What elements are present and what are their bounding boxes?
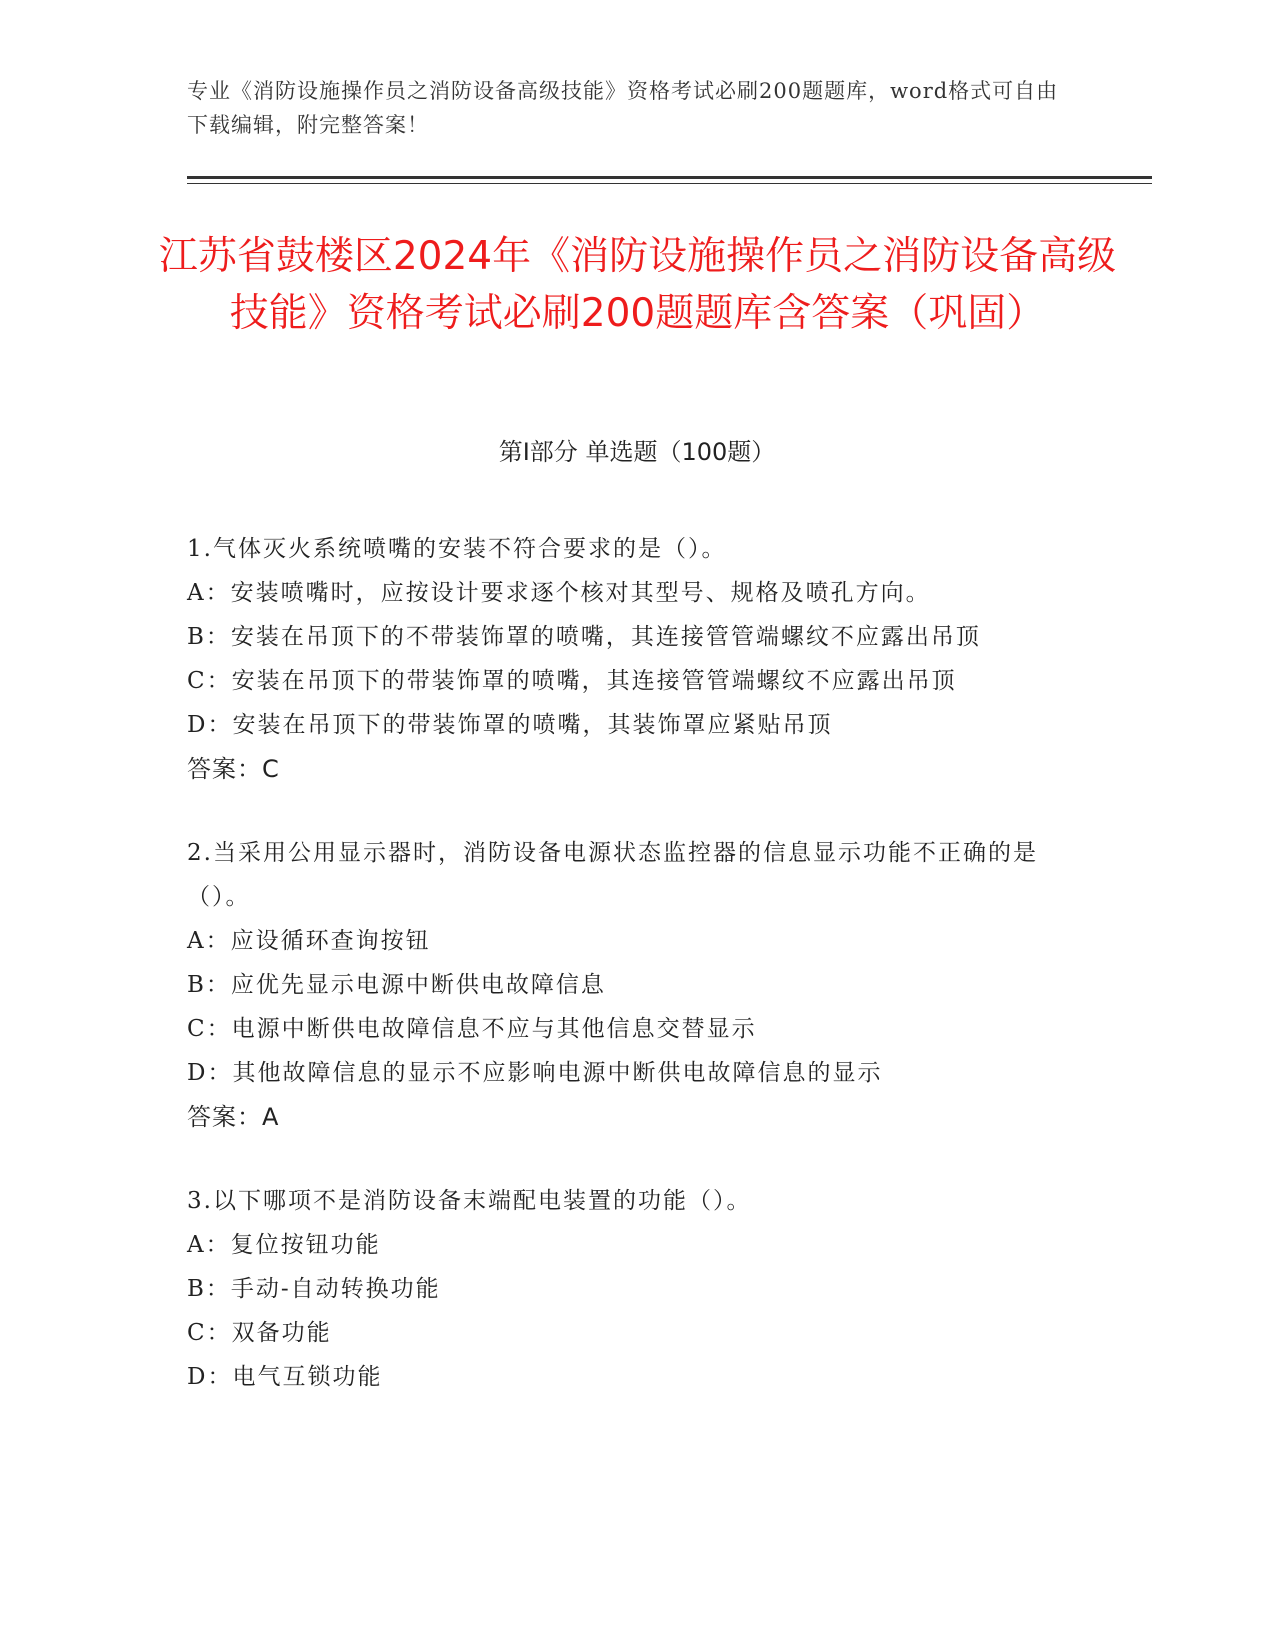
question-3 — [187, 1179, 1077, 1399]
question-1 — [187, 527, 1077, 791]
option-a: A：复位按钮功能 — [187, 1232, 381, 1258]
option-d: D：电气互锁功能 — [187, 1364, 383, 1390]
option-b: B：手动-自动转换功能 — [187, 1276, 441, 1302]
answer: 答案：A — [187, 1103, 280, 1131]
option-b: B：应优先显示电源中断供电故障信息 — [187, 972, 606, 998]
header-rule-thin — [187, 183, 1152, 184]
question-stem: 1.气体灭火系统喷嘴的安装不符合要求的是（）。 — [187, 536, 727, 562]
option-d: D：安装在吊顶下的带装饰罩的喷嘴，其装饰罩应紧贴吊顶 — [187, 712, 833, 738]
question-stem: 2.当采用公用显示器时，消防设备电源状态监控器的信息显示功能不正确的是（）。 — [187, 840, 1038, 910]
option-c: C：双备功能 — [187, 1320, 332, 1346]
header-rule-thick — [187, 176, 1152, 179]
question-2 — [187, 831, 1077, 1139]
option-c: C：电源中断供电故障信息不应与其他信息交替显示 — [187, 1016, 757, 1042]
option-d: D：其他故障信息的显示不应影响电源中断供电故障信息的显示 — [187, 1060, 883, 1086]
answer: 答案：C — [187, 755, 280, 783]
document-title: 江苏省鼓楼区2024年《消防设施操作员之消防设备高级技能》资格考试必刷200题题库含答案（巩固） — [158, 234, 1117, 336]
option-a: A：应设循环查询按钮 — [187, 928, 431, 954]
question-stem: 3.以下哪项不是消防设备末端配电装置的功能（）。 — [187, 1188, 752, 1214]
option-a: A：安装喷嘴时，应按设计要求逐个核对其型号、规格及喷孔方向。 — [187, 580, 931, 606]
option-b: B：安装在吊顶下的不带装饰罩的喷嘴，其连接管管端螺纹不应露出吊顶 — [187, 624, 981, 650]
header-note: 专业《消防设施操作员之消防设备高级技能》资格考试必刷200题题库，word格式可自由下载编辑，附完整答案！ — [187, 79, 1059, 137]
option-c: C：安装在吊顶下的带装饰罩的喷嘴，其连接管管端螺纹不应露出吊顶 — [187, 668, 957, 694]
question-list — [187, 527, 1077, 1439]
section-title: 第I部分 单选题（100题） — [498, 438, 776, 466]
